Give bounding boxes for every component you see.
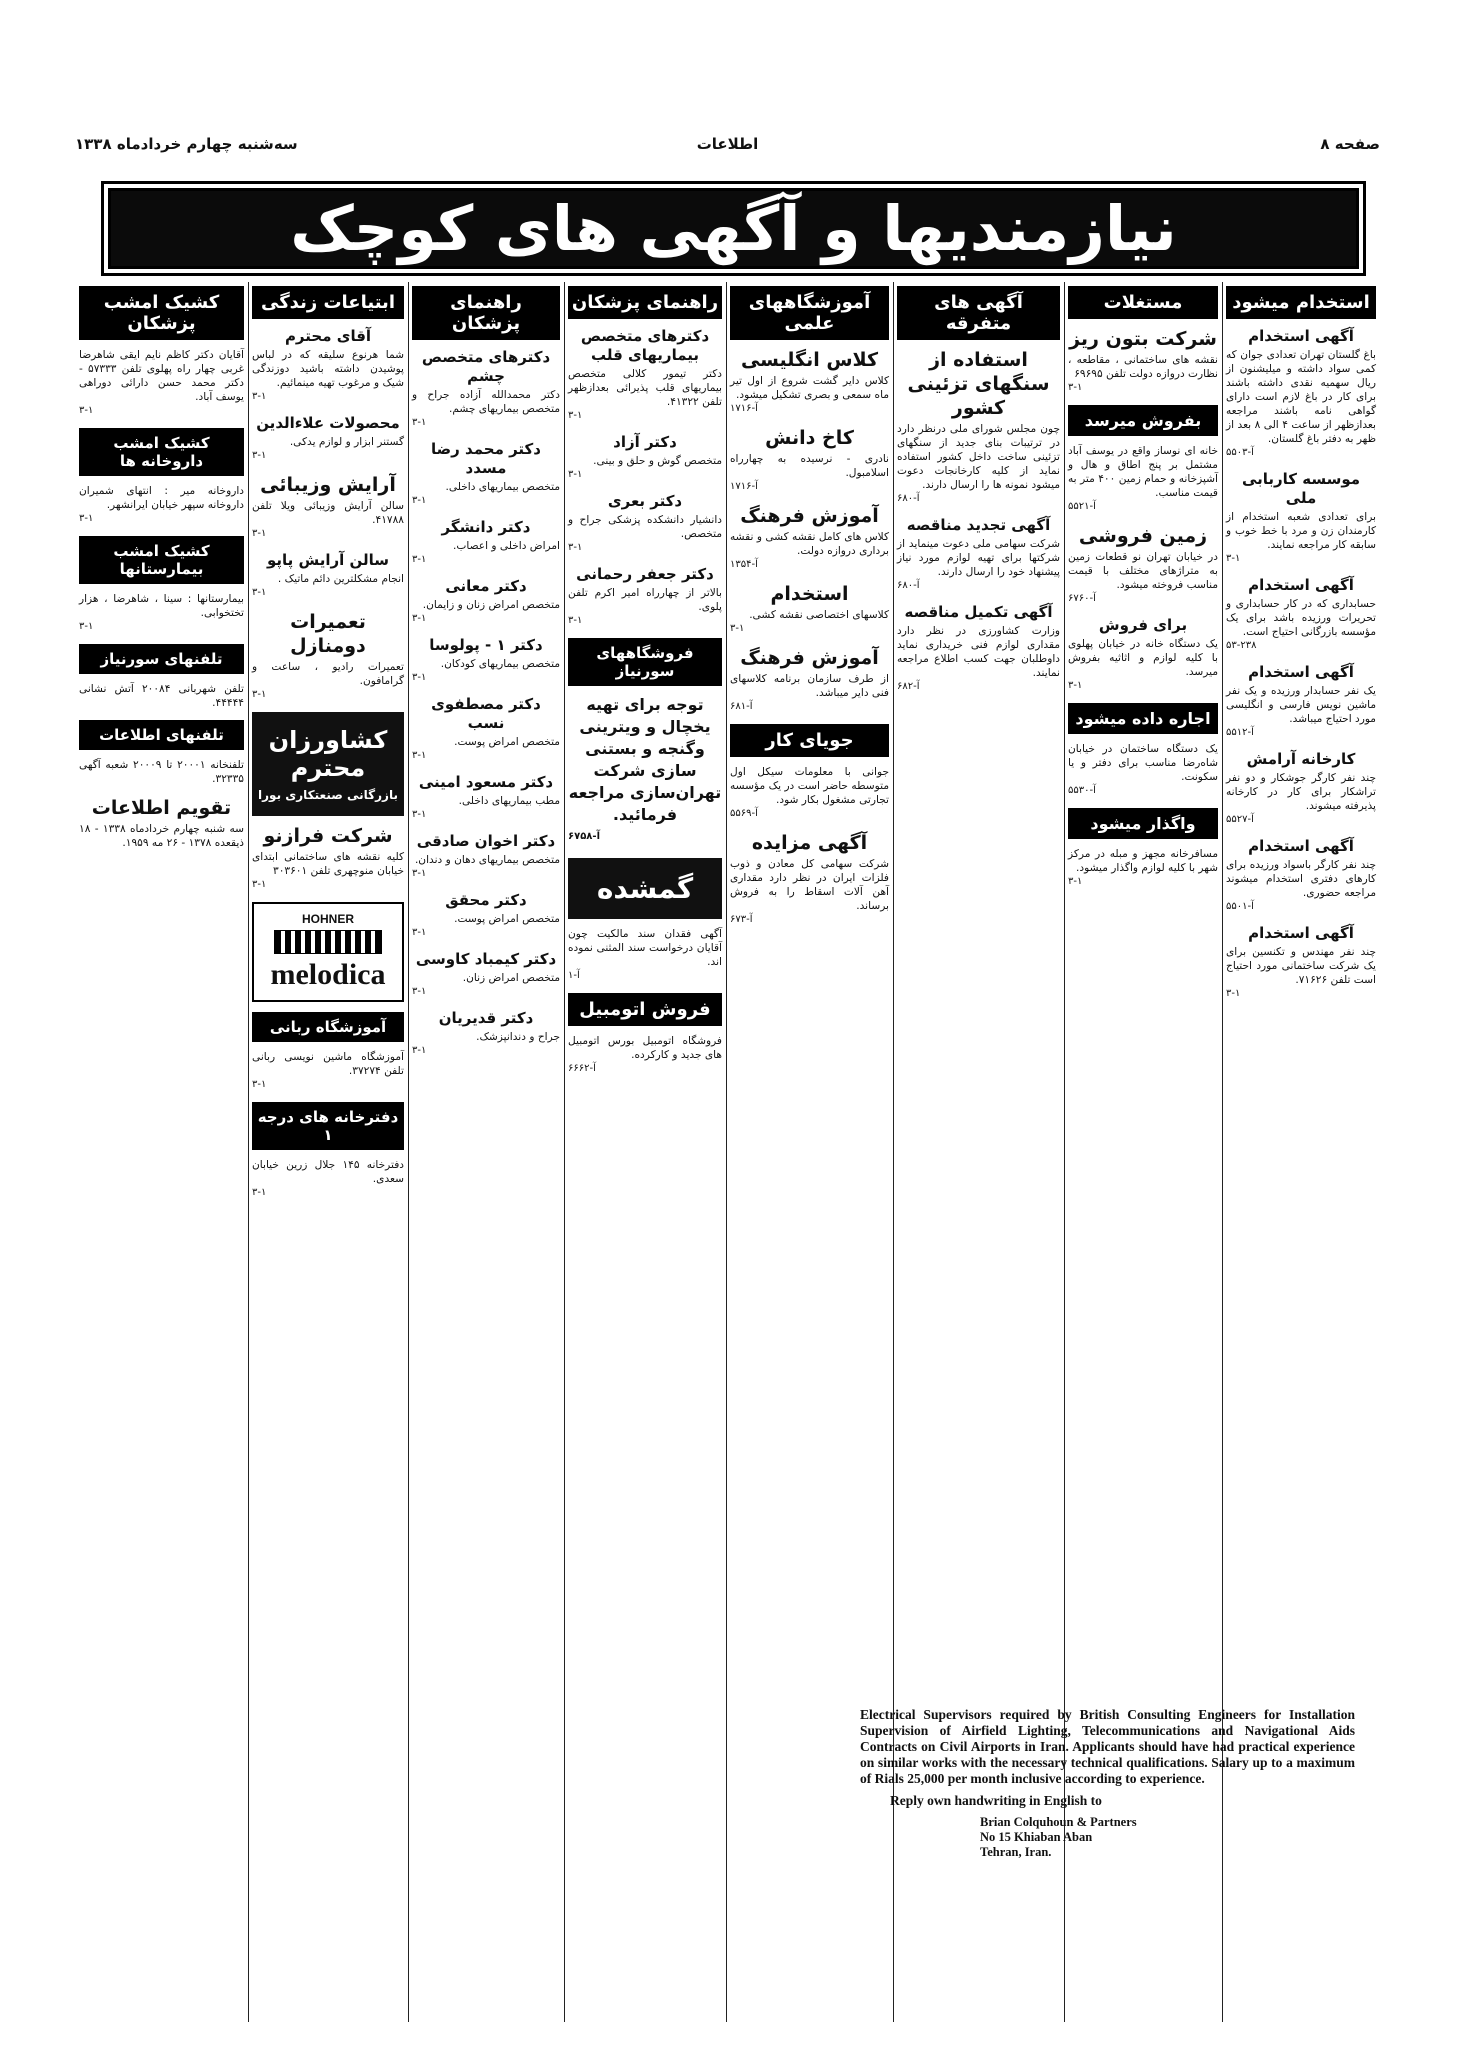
ad-title: شرکت بتون ریز xyxy=(1069,328,1217,350)
ad-title: کلاس انگلیسی xyxy=(740,349,879,371)
ad-code: ۳-۱ xyxy=(412,809,427,820)
ad-text: انجام مشکلترین دائم ماتیک . xyxy=(277,573,404,585)
classified-ad xyxy=(730,646,889,714)
ad-code: ۳-۱ xyxy=(412,1045,427,1056)
classified-ad xyxy=(1068,616,1218,693)
ad-code: ۳-۱ xyxy=(568,469,583,480)
column-heading: راهنمای پزشکان xyxy=(412,286,560,340)
ad-text: متخصص بیماریهای داخلی. xyxy=(445,481,560,493)
ad-code: ۳-۱ xyxy=(252,391,267,402)
ad-text: چند نفر کارگر باسواد ورزیده برای کارهای دفتری استخدام میشوند مراجعه حضوری. xyxy=(1226,859,1376,899)
ad-text: جوانی با معلومات سیکل اول متوسطه حاضر است در یک مؤسسه تجارتی مشغول بکار شود. xyxy=(730,766,889,806)
classified-ad xyxy=(252,473,404,541)
ad-text: فروشگاه اتومبیل بورس اتومبیل های جدید و کارکرده. xyxy=(568,1035,722,1061)
ad-title: آگهی تجدید مناقصه xyxy=(906,516,1051,534)
classified-ad xyxy=(1068,742,1218,798)
ad-title: شرکت فرازنو xyxy=(263,825,393,847)
english-ad-body: Electrical Supervisors required by British Consulting Engineers for Installation Supervision of Airfield Lighting, Telecommunications and Navigational Aids Contracts on Civil Airports in Iran. Applicants should have had practical experience on similar works with the necessary technical qualifications. Salary up to a maximum of Rials 25,000 per month inclusive according to experience. xyxy=(860,1707,1355,1786)
ad-text: چند نفر مهندس و تکنسین برای یک شرکت ساختمانی مورد احتیاج است تلفن ۷۱۶۲۶. xyxy=(1226,946,1376,986)
ad-title: دکتر کیمباد کاوسی xyxy=(415,950,557,968)
classified-ad xyxy=(412,518,560,567)
ad-code: ۳-۱ xyxy=(79,513,94,524)
classified-ad xyxy=(897,348,1060,506)
signature-line: Brian Colquhoun & Partners xyxy=(980,1815,1137,1829)
column-doctors-a xyxy=(564,282,726,2047)
ad-text: کلاسهای اختصاصی نقشه کشی. xyxy=(749,609,889,621)
ad-title: آموزش فرهنگ xyxy=(740,647,879,669)
classified-ad xyxy=(412,1009,560,1058)
ad-text: نقشه های ساختمانی ، مقاطعه ، نظارت دروازه دولت تلفن ۶۹۶۹۵ xyxy=(1068,354,1218,380)
classified-ad xyxy=(1068,444,1218,514)
ad-title: آگهی استخدام xyxy=(1248,837,1354,855)
ad-code: آ-۱ xyxy=(568,970,580,981)
section-heading: بفروش میرسد xyxy=(1068,405,1218,436)
ad-text: تلفنخانه ۲۰۰۰۱ تا ۲۰۰۰۹ شعبه آگهی ۳۲۳۳۵. xyxy=(79,759,244,785)
ad-title: آقای محترم xyxy=(284,327,372,345)
ad-title: موسسه کاربابی ملی xyxy=(1241,470,1361,507)
ad-title: زمین فروشی xyxy=(1078,525,1208,547)
ad-text: برای تعدادی شعبه استخدام از کارمندان زن و مرد با خط خوب و سابقه کار مراجعه نمایند. xyxy=(1226,511,1376,551)
brand-label: HOHNER xyxy=(301,912,354,926)
classified-ad xyxy=(1226,327,1376,460)
classified-ad xyxy=(897,603,1060,694)
banner-title: نیازمندیها و آگهی های کوچک xyxy=(290,192,1177,265)
ad-text: چون مجلس شورای ملی درنظر دارد در ترتیبات بنای جدید از سنگهای تزئینی ساخت داخل کشور استفاده نماید از کلیه کارخانجات دعوت میشود نمونه ها را ارسال دارند. xyxy=(897,423,1060,491)
classified-ad xyxy=(730,765,889,821)
ad-text: متخصص گوش و حلق و بینی. xyxy=(593,455,722,467)
ad-code: آ-۵۵۱۲ xyxy=(1226,727,1254,738)
ad-text: توجه برای تهیه یخچال و ویترینی وگنجه و بستنی سازی شرکت تهران‌سازی مراجعه فرمائید. xyxy=(568,695,722,824)
ad-title: آگهی استخدام xyxy=(1248,576,1354,594)
ad-code: آ-۱۳۵۴ xyxy=(730,559,758,570)
ad-code: ۳-۱ xyxy=(412,986,427,997)
ad-code: ۳-۱ xyxy=(252,587,267,598)
ad-text: دانشیار دانشکده پزشکی جراح و متخصص. xyxy=(568,514,722,540)
ad-code: آ-۵۵۰۳ xyxy=(1226,447,1254,458)
classified-ad xyxy=(79,348,244,418)
ad-text: متخصص امراض پوست. xyxy=(454,736,560,748)
ad-text: دفترخانه ۱۴۵ جلال زرین خیابان سعدی. xyxy=(252,1159,404,1185)
ad-title: آگهی مزایده xyxy=(751,832,868,854)
ad-text: متخصص امراض زنان و زایمان. xyxy=(422,599,560,611)
classified-ad xyxy=(568,327,722,423)
ad-code: آ-۵۵۰۱ xyxy=(1226,901,1254,912)
ad-text: آقایان دکتر کاظم نایم ایقی شاهرضا غربی چهار راه پهلوی تلفن ۵۷۳۳۳ - دکتر محمد حسن دارائی دوراهی یوسف آباد. xyxy=(79,349,244,403)
ad-code: ۳-۱ xyxy=(1226,988,1241,999)
classified-ad xyxy=(79,796,244,850)
classified-ad xyxy=(897,516,1060,593)
classified-ad xyxy=(730,831,889,927)
ad-code: آ-۵۵۳۰ xyxy=(1068,785,1096,796)
ad-text: کلاس دایر گشت شروع از اول تیر ماه سمعی و بصری تشکیل میشود. xyxy=(730,375,889,401)
ad-text: متخصص امراض زنان. xyxy=(462,972,560,984)
column-heading: ابتیاعات زندگی xyxy=(252,286,404,319)
ad-text: چند نفر کارگر جوشکار و دو نفر تراشکار برای کار در کارخانه پذیرفته میشوند. xyxy=(1226,772,1376,812)
classified-ad xyxy=(730,582,889,636)
classified-ad xyxy=(79,758,244,786)
section-heading: کشیک امشب بیمارستانها xyxy=(79,536,244,584)
page-number: صفحه ۸ xyxy=(1320,135,1380,153)
column-heading: کشیک امشب پزشکان xyxy=(79,286,244,340)
classified-ad xyxy=(412,440,560,508)
ad-text: جراح و دندانپزشک. xyxy=(476,1031,560,1043)
column-heading: آموزشگاههای علمی xyxy=(730,286,889,340)
ad-text: متخصص بیماریهای کودکان. xyxy=(440,658,560,670)
ad-text: شرکت سهامی کل معادن و ذوب فلزات ایران در نظر دارد مقداری آهن آلات اسقاط را به فروش برساند. xyxy=(730,858,889,912)
classified-ad xyxy=(412,695,560,763)
ad-code: آ-۶۷۵۸ xyxy=(568,831,600,842)
classified-ad xyxy=(568,927,722,983)
classified-ad xyxy=(412,950,560,999)
ad-text: داروخانه میر : انتهای شمیران داروخانه سپهر خیابان ایرانشهر. xyxy=(79,485,244,511)
ad-code: ۳-۱ xyxy=(412,554,427,565)
ad-code: ۳-۱ xyxy=(568,410,583,421)
ad-code: ۳-۱ xyxy=(730,623,745,634)
ad-text: یک نفر حسابدار ورزیده و یک نفر ماشین نویس فارسی و انگلیسی مورد احتیاج میباشد. xyxy=(1226,685,1376,725)
ad-code: ۳-۱ xyxy=(79,405,94,416)
ad-title: دکتر قدیریان xyxy=(438,1009,534,1027)
classified-ad xyxy=(568,492,722,555)
ad-text: متخصص بیماریهای دهان و دندان. xyxy=(414,854,560,866)
classified-ad xyxy=(1226,750,1376,827)
ad-text: خانه ای نوساز واقع در یوسف آباد مشتمل بر پنج اطاق و هال و آشپزخانه و حمام زمین ۴۰۰ متر به قیمت مناسب. xyxy=(1068,445,1218,499)
ad-title: تعمیرات دومنازل xyxy=(290,611,366,657)
ad-title: دکتر جعفر رحمانی xyxy=(576,565,714,583)
ad-code: ۳-۱ xyxy=(252,528,267,539)
column-on-duty xyxy=(75,282,248,2047)
ad-code: ۳-۱ xyxy=(252,1079,267,1090)
ad-title: آگهی تکمیل مناقصه xyxy=(904,603,1053,621)
english-job-ad xyxy=(860,1707,1355,1860)
ad-title: دکتر محقق xyxy=(445,891,527,909)
ad-code: ۳-۱ xyxy=(568,615,583,626)
classified-ad xyxy=(568,694,722,848)
ad-code: ۳-۱ xyxy=(252,879,267,890)
ad-code: ۳-۱ xyxy=(412,613,427,624)
ad-title: دکترهای متخصص چشم xyxy=(421,348,551,385)
classified-ad xyxy=(252,414,404,463)
classified-ad xyxy=(730,348,889,416)
ad-text: دکتر تیمور کلالی متخصص بیماریهای قلب پذیرائی بعدازظهر تلفن ۴۱۳۲۲. xyxy=(568,368,722,408)
classified-ad xyxy=(252,327,404,404)
ad-code: ۳-۱ xyxy=(412,868,427,879)
ad-text: از طرف سازمان برنامه کلاسهای فنی دایر میباشد. xyxy=(730,673,889,699)
page-header xyxy=(75,135,1380,161)
classified-ad xyxy=(252,1158,404,1200)
ad-title: دکتر ۱ - پولوسا xyxy=(429,636,543,654)
ad-text: وزارت کشاورزی در نظر دارد مقداری لوازم فنی خریداری نماید داوطلبان جهت کسب اطلاع مراجعه نمایند. xyxy=(897,625,1060,679)
ad-text: شرکت سهامی ملی دعوت مینماید از شرکتها برای تهیه لوازم مورد نیاز پیشنهاد خود را ارسال دارند. xyxy=(897,538,1060,578)
ad-title: دکتر آزاد xyxy=(613,433,677,451)
section-heading: آموزشگاه ربانی xyxy=(252,1012,404,1042)
ad-text: بیمارستانها : سینا ، شاهرضا ، هزار تختخوابی. xyxy=(79,593,244,619)
classified-ad xyxy=(412,577,560,626)
section-heading: کشیک امشب داروخانه ها xyxy=(79,428,244,476)
ad-code: ۳-۱ xyxy=(252,450,267,461)
ad-title: برای فروش xyxy=(1098,616,1188,634)
ad-code: ۳-۱ xyxy=(1068,382,1083,393)
classified-ad xyxy=(1068,847,1218,889)
ad-code: ۳-۱ xyxy=(568,542,583,553)
melodica-keys-image xyxy=(274,930,382,954)
ad-text: یک دستگاه ساختمان در خیابان شاه‌رضا مناسب برای دفتر و یا سکونت. xyxy=(1068,743,1218,783)
ad-title: دکترهای متخصص بیماریهای قلب xyxy=(580,327,710,364)
section-heading: تلفنهای اطلاعات xyxy=(79,720,244,750)
ad-text: آگهی فقدان سند مالکیت چون آقایان درخواست سند المثنی نموده اند. xyxy=(568,928,722,968)
ad-text: تعمیرات رادیو ، ساعت و گرامافون. xyxy=(252,661,404,687)
ad-text: بازرگانی صنعتکاری بورا xyxy=(258,788,398,802)
classified-ad xyxy=(1226,470,1376,566)
ad-text: نادری - نرسیده به چهارراه اسلامبول. xyxy=(730,453,889,479)
ad-title: کاخ دانش xyxy=(765,427,854,449)
classified-ad xyxy=(1068,524,1218,606)
ad-code: آ-۵۵۲۷ xyxy=(1226,814,1254,825)
classified-ad xyxy=(1226,924,1376,1001)
classified-ad xyxy=(412,832,560,881)
classified-ad xyxy=(252,551,404,600)
column-heading: مستغلات xyxy=(1068,286,1218,319)
ad-title: استخدام xyxy=(770,583,849,605)
ad-text: سالن آرایش وزیبائی ویلا تلفن ۴۱۷۸۸. xyxy=(252,500,404,526)
classified-ad xyxy=(568,565,722,628)
ad-code: ۳-۱ xyxy=(412,750,427,761)
ad-title: آرایش وزیبائی xyxy=(260,474,396,496)
issue-date: سه‌شنبه چهارم خردادماه ۱۳۳۸ xyxy=(75,135,298,153)
ad-text: تلفن شهربانی ۲۰۰۸۴ آتش نشانی ۴۴۴۴۴. xyxy=(79,683,244,709)
column-doctors-b xyxy=(408,282,564,2047)
ad-text: دکتر محمدالله آزاده جراح و متخصص بیماریهای چشم. xyxy=(412,389,560,415)
column-shopping xyxy=(248,282,408,2047)
ad-code: ۳-۱ xyxy=(412,495,427,506)
ad-title: دکتر معانی xyxy=(445,577,527,595)
ad-code: آ-۶۷۶۰ xyxy=(1068,593,1096,604)
classified-ad xyxy=(412,891,560,940)
ad-text: امراض داخلی و اعصاب. xyxy=(453,540,560,552)
classified-ad xyxy=(79,682,244,710)
ad-code: ۳-۱ xyxy=(1068,680,1083,691)
ad-text: کلیه نقشه های ساختمانی ابتدای خیابان منوچهری تلفن ۳۰۳۶۰۱ xyxy=(252,851,404,877)
ad-text: مطب بیماریهای داخلی. xyxy=(458,795,560,807)
signature-line: No 15 Khiaban Aban xyxy=(980,1830,1093,1844)
ad-text: شما هرنوع سلیقه که در لباس پوشیدن داشته باشید دوزندگی شیک و مرغوب تهیه مینمائیم. xyxy=(252,349,404,389)
classified-ad xyxy=(568,1034,722,1076)
farmers-ad xyxy=(252,712,404,816)
ad-title: آموزش فرهنگ xyxy=(740,505,879,527)
classified-ad xyxy=(412,636,560,685)
classified-ad xyxy=(412,773,560,822)
ad-code: آ-۶۸۰ xyxy=(897,580,920,591)
ad-title: آگهی استخدام xyxy=(1248,924,1354,942)
ad-code: ۳-۱ xyxy=(412,672,427,683)
ad-text: کلاس های کامل نقشه کشی و نقشه برداری دروازه دولت. xyxy=(730,531,889,557)
english-ad-signature xyxy=(980,1815,1355,1860)
ad-code: آ-۵۵۲۱ xyxy=(1068,501,1096,512)
ad-code: ۳-۱ xyxy=(412,927,427,938)
ad-code: ۳-۱ xyxy=(252,689,267,700)
classified-ad xyxy=(252,1050,404,1092)
ad-code: آ-۶۸۲ xyxy=(897,681,920,692)
classified-ad xyxy=(79,484,244,526)
ad-title: آگهی استخدام xyxy=(1248,327,1354,345)
ad-title: استفاده از سنگهای تزئینی کشور xyxy=(907,349,1050,419)
ad-text: گستنر ابزار و لوازم یدکی. xyxy=(289,436,404,448)
ad-title: تقویم اطلاعات xyxy=(91,797,232,819)
classified-ad xyxy=(1226,576,1376,653)
classified-ad xyxy=(79,592,244,634)
classified-ad xyxy=(252,824,404,892)
ad-title: محصولات علاءالدین xyxy=(256,414,400,432)
section-heading: تلفنهای سورنیاز xyxy=(79,644,244,674)
ad-code: آ-۶۸۱ xyxy=(730,701,753,712)
ad-code: آ-۶۸۰ xyxy=(897,493,920,504)
classified-ad xyxy=(730,504,889,572)
classified-ad xyxy=(568,433,722,482)
ad-text: مسافرخانه مجهز و مبله در مرکز شهر با کلیه لوازم واگذار میشود. xyxy=(1068,848,1218,874)
signature-line: Tehran, Iran. xyxy=(980,1845,1052,1859)
column-heading: استخدام میشود xyxy=(1226,286,1376,319)
ad-text: بالاتر از چهارراه امیر اکرم تلفن پلوی. xyxy=(568,587,722,613)
ad-title: دکتر بعری xyxy=(607,492,683,510)
section-heading: جویای کار xyxy=(730,724,889,757)
ad-code: ۵۳-۲۳۸ xyxy=(1226,640,1257,651)
section-heading: اجاره داده میشود xyxy=(1068,703,1218,734)
classified-ad xyxy=(252,610,404,702)
ad-title: کشاورزان محترم xyxy=(268,726,388,782)
ad-text: باغ گلستان تهران تعدادی جوان که کمی سواد داشته و میلیشنون از ریال سهمیه نقدی داشته باشند برای کار در باغ لازم است دارای گواهی نامه باشند مراجعه بعدازظهر از ساعت ۴ الی ۸ بعد از ظهر به دفتر باغ گلستان. xyxy=(1226,349,1376,445)
ad-code: آ-۶۷۳ xyxy=(730,914,753,925)
ad-code: آ-۱۷۱۶ xyxy=(730,481,758,492)
paper-name: اطلاعات xyxy=(696,135,759,153)
classified-ad xyxy=(1068,327,1218,395)
ad-code: آ-۱۷۱۶ xyxy=(730,403,758,414)
ad-code: ۳-۱ xyxy=(412,417,427,428)
ad-title: کارخانه آرامش xyxy=(1246,750,1356,768)
ad-title: دکتر دانشگر xyxy=(441,518,531,536)
ad-code: ۳-۱ xyxy=(1068,876,1083,887)
column-heading: آگهی های متفرقه xyxy=(897,286,1060,340)
product-name: melodica xyxy=(270,958,386,991)
ad-text: سه شنبه چهارم خردادماه ۱۳۳۸ - ۱۸ ذیقعده ۱۳۷۸ - ۲۶ مه ۱۹۵۹. xyxy=(79,823,244,849)
melodica-ad xyxy=(252,902,404,1002)
ad-text: متخصص امراض پوست. xyxy=(454,913,560,925)
ad-code: ۳-۱ xyxy=(79,621,94,632)
classified-ad xyxy=(1226,837,1376,914)
ad-title: دکتر محمد رضا مسدد xyxy=(431,440,541,477)
ad-code: ۳-۱ xyxy=(1226,553,1241,564)
section-heading: واگذار میشود xyxy=(1068,808,1218,839)
classified-ad xyxy=(1226,663,1376,740)
ad-code: ۳-۱ xyxy=(252,1187,267,1198)
section-heading: فروشگاههای سورنیاز xyxy=(568,638,722,686)
column-heading: راهنمای پزشکان xyxy=(568,286,722,319)
ad-title: دکتر اخوان صادقی xyxy=(416,832,556,850)
ad-title: دکتر مصطفوی نسب xyxy=(431,695,541,732)
ad-text: آموزشگاه ماشین نویسی ربانی تلفن ۳۷۲۷۴. xyxy=(252,1051,404,1077)
ad-title: آگهی استخدام xyxy=(1248,663,1354,681)
ad-text: یک دستگاه خانه در خیابان پهلوی با کلیه لوازم و اثاثیه بفروش میرسد. xyxy=(1068,638,1218,678)
page-banner xyxy=(108,188,1359,269)
section-heading: دفترخانه های درجه ۱ xyxy=(252,1102,404,1150)
english-ad-reply: Reply own handwriting in English to xyxy=(890,1793,1102,1808)
section-heading: گمشده xyxy=(568,858,722,919)
ad-text: در خیابان تهران نو قطعات زمین به متراژهای مختلف با قیمت مناسب فروخته میشود. xyxy=(1068,551,1218,591)
ad-code: آ-۵۵۶۹ xyxy=(730,808,758,819)
ad-title: دکتر مسعود امینی xyxy=(418,773,554,791)
ad-code: آ-۶۶۶۲ xyxy=(568,1063,596,1074)
classified-ad xyxy=(730,426,889,494)
ad-text: حسابداری که در کار حسابداری و تحریرات ورزیده باشد برای یک مؤسسه بازرگانی احتیاج است. xyxy=(1226,598,1376,638)
classified-ad xyxy=(412,348,560,430)
ad-title: سالن آرایش پاپو xyxy=(266,551,389,569)
section-heading: فروش اتومبیل xyxy=(568,993,722,1026)
